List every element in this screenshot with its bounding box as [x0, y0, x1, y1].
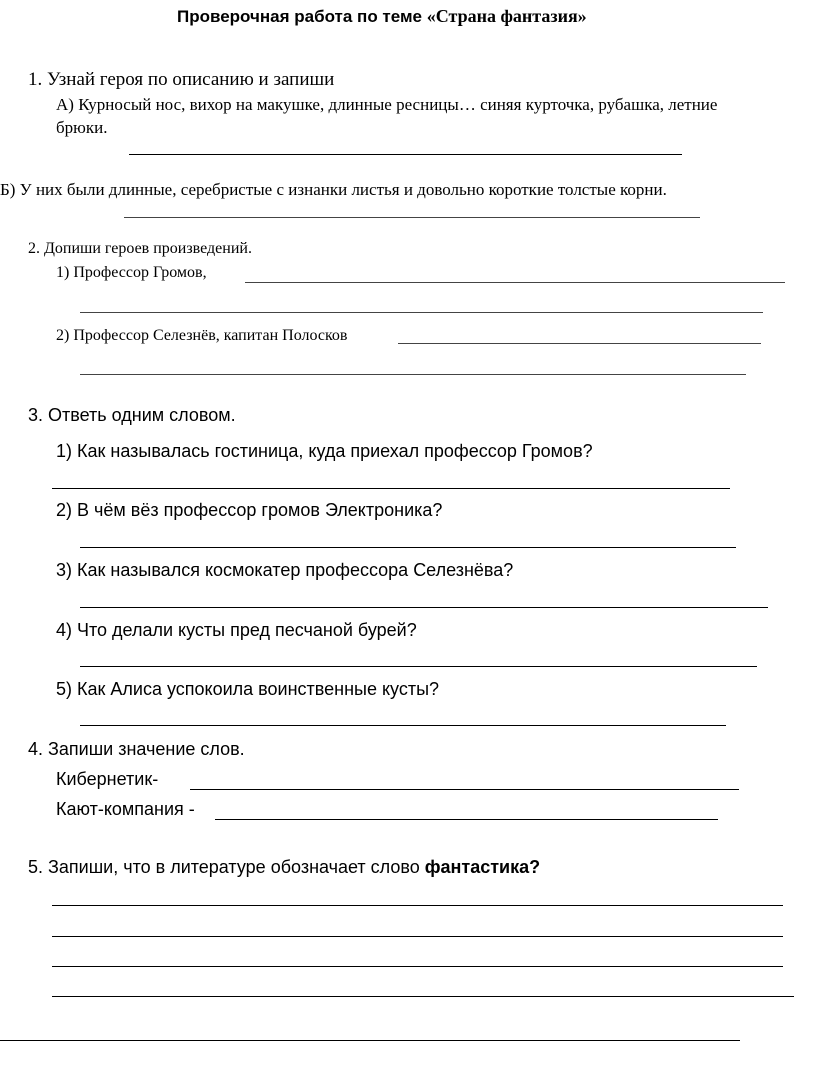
- question-4-word-2: Кают-компания -: [56, 799, 195, 819]
- answer-line-4-1[interactable]: [190, 789, 739, 790]
- question-3-heading: 3. Ответь одним словом.: [28, 405, 236, 425]
- page-title: [177, 6, 587, 27]
- question-3-item-4: 4) Что делали кусты пред песчаной бурей?: [56, 620, 417, 640]
- answer-line-5-1[interactable]: [52, 905, 783, 906]
- answer-line-1b[interactable]: [124, 217, 700, 218]
- title-quoted: «Страна фантазия»: [426, 6, 587, 26]
- title-prefix: Проверочная работа по теме: [177, 7, 427, 26]
- question-1-a-text-cont: брюки.: [56, 118, 108, 137]
- question-1-heading: 1. Узнай героя по описанию и запиши: [28, 69, 335, 90]
- question-2-item-2: 2) Профессор Селезнёв, капитан Полосков: [56, 327, 348, 344]
- answer-line-5-3[interactable]: [52, 966, 783, 967]
- answer-line-2-2a[interactable]: [398, 343, 761, 344]
- answer-line-4-2[interactable]: [215, 819, 718, 820]
- answer-line-2-1a[interactable]: [245, 282, 785, 283]
- answer-line-2-2b[interactable]: [80, 374, 746, 375]
- question-5-heading: [28, 857, 540, 878]
- question-3-item-5: 5) Как Алиса успокоила воинственные кусты?: [56, 679, 440, 699]
- answer-line-5-4[interactable]: [52, 996, 794, 997]
- question-5-keyword: фантастика?: [424, 857, 541, 877]
- answer-line-3-4[interactable]: [80, 666, 757, 667]
- question-3-item-2: 2) В чём вёз профессор громов Электроника?: [56, 500, 443, 520]
- question-3-item-3: 3) Как назывался космокатер профессора Селезнёва?: [56, 560, 514, 580]
- question-2-heading: 2. Допиши героев произведений.: [28, 240, 252, 257]
- question-4-heading: 4. Запиши значение слов.: [28, 739, 245, 759]
- answer-line-5-2[interactable]: [52, 936, 783, 937]
- answer-line-3-3[interactable]: [80, 607, 768, 608]
- answer-line-3-2[interactable]: [80, 547, 736, 548]
- answer-line-5-5[interactable]: [0, 1040, 740, 1041]
- question-5-prefix: 5. Запиши, что в литературе обозначает слово: [28, 857, 425, 877]
- answer-line-3-1[interactable]: [52, 488, 730, 489]
- question-1-a-text: А) Курносый нос, вихор на макушке, длинные ресницы… синяя курточка, рубашка, летние: [56, 95, 718, 114]
- question-1-b-text: Б) У них были длинные, серебристые с изнанки листья и довольно короткие толстые корни.: [0, 180, 667, 199]
- question-2-item-1: 1) Профессор Громов,: [56, 264, 207, 281]
- answer-line-3-5[interactable]: [80, 725, 726, 726]
- question-4-word-1: Кибернетик-: [56, 769, 159, 789]
- question-3-item-1: 1) Как называлась гостиница, куда приехал профессор Громов?: [56, 441, 593, 461]
- answer-line-1a[interactable]: [129, 154, 682, 155]
- answer-line-2-1b[interactable]: [80, 312, 763, 313]
